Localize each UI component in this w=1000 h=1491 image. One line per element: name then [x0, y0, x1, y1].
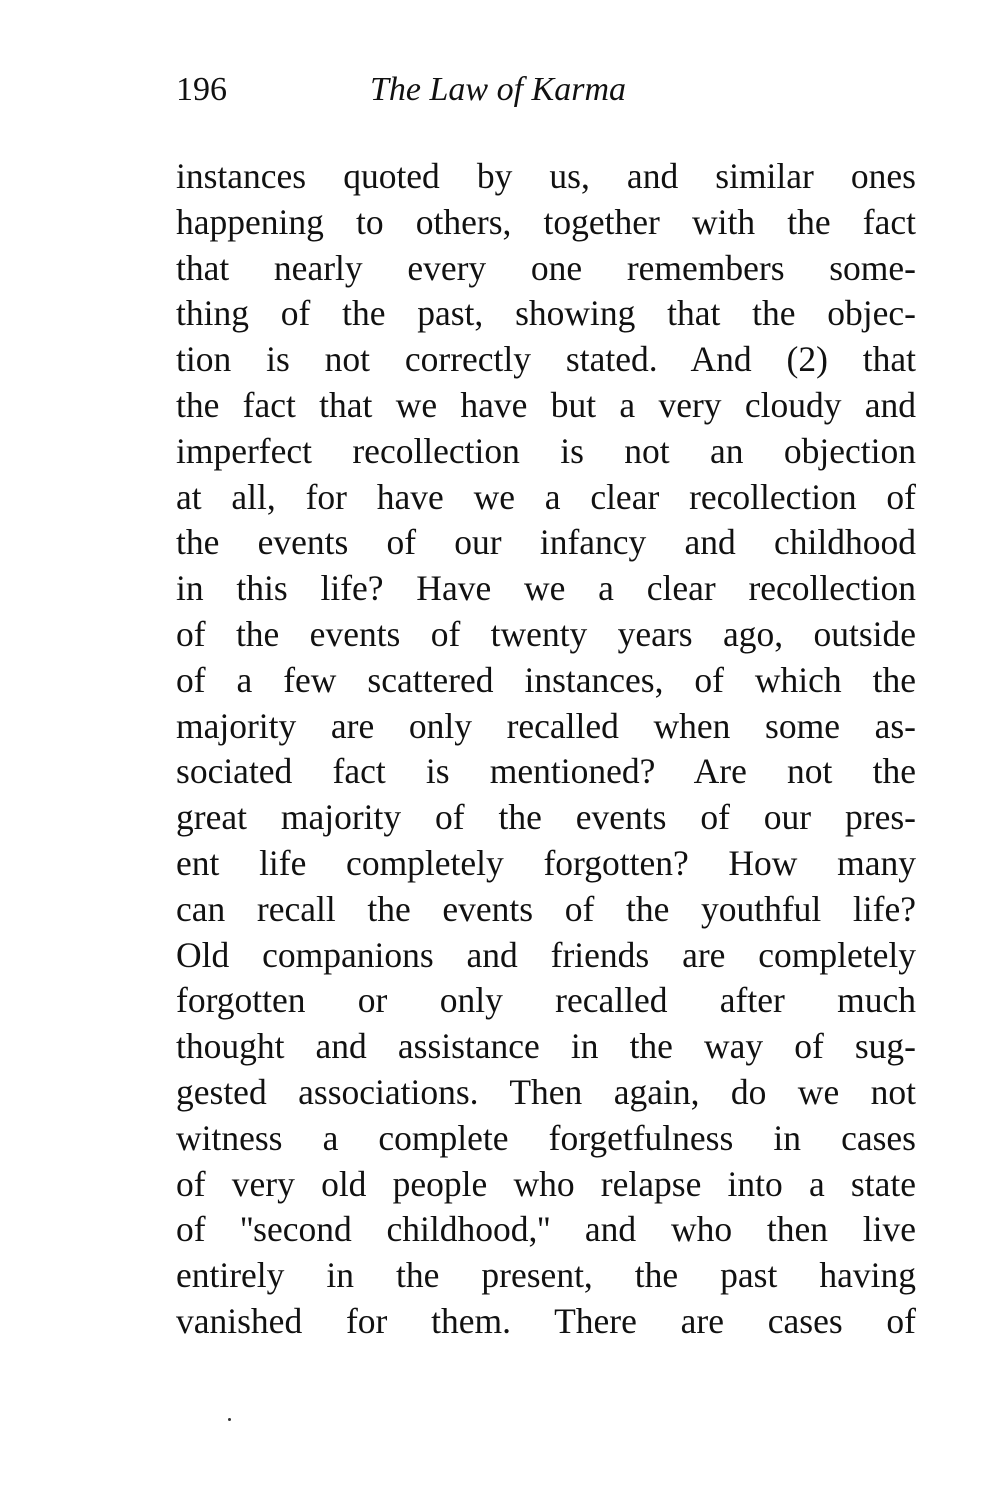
text-line: Old companions and friends are completely — [176, 934, 916, 975]
text-line: at all, for have we a clear recollection of — [176, 476, 916, 517]
text-line: great majority of the events of our pres- — [176, 797, 916, 838]
running-title: The Law of Karma — [370, 71, 626, 108]
text-line: the fact that we have but a very cloudy and — [176, 384, 916, 425]
text-line: thought and assistance in the way of sug- — [176, 1026, 916, 1067]
text-line: entirely in the present, the past having — [176, 1255, 916, 1296]
text-line: witness a complete forgetfulness in cases — [176, 1117, 916, 1158]
scan-speck — [228, 1418, 231, 1421]
text-line: instances quoted by us, and similar ones — [176, 156, 916, 196]
page-number: 196 — [176, 71, 227, 108]
text-line: vanished for them. There are cases of — [176, 1300, 916, 1341]
body-text — [176, 154, 916, 1345]
text-line: majority are only recalled when some as- — [176, 705, 916, 746]
text-line: thing of the past, showing that the objec- — [176, 293, 916, 334]
text-line: ent life completely forgotten? How many — [176, 842, 916, 883]
text-line: sociated fact is mentioned? Are not the — [176, 751, 916, 792]
text-line: forgotten or only recalled after much — [176, 980, 916, 1021]
text-line: can recall the events of the youthful life? — [176, 888, 916, 929]
text-line: of very old people who relapse into a state — [176, 1163, 916, 1204]
text-line: gested associations. Then again, do we not — [176, 1071, 916, 1112]
page-header — [176, 68, 916, 112]
text-line: of a few scattered instances, of which the — [176, 659, 916, 700]
text-line: that nearly every one remembers some- — [176, 247, 916, 288]
text-line: tion is not correctly stated. And (2) that — [176, 339, 916, 380]
text-line: the events of our infancy and childhood — [176, 522, 916, 563]
text-line: of ''second childhood,'' and who then live — [176, 1209, 916, 1250]
text-line: imperfect recollection is not an objection — [176, 430, 916, 471]
text-line: of the events of twenty years ago, outside — [176, 613, 916, 654]
text-line: happening to others, together with the fact — [176, 201, 916, 242]
text-line: in this life? Have we a clear recollection — [176, 568, 916, 609]
